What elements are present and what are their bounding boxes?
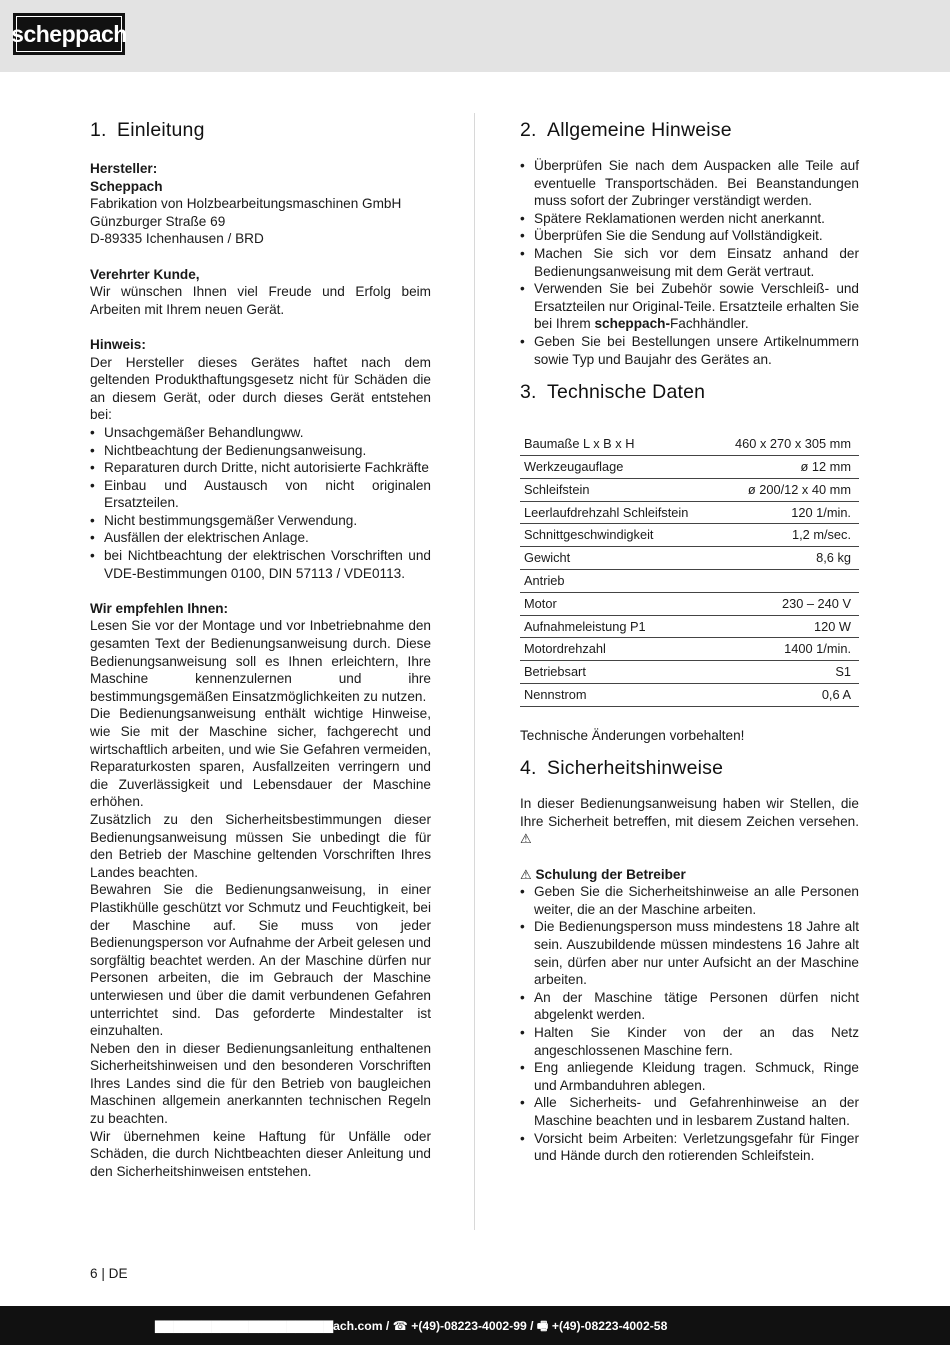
- list-item: • bei Nichtbeachtung der elektrischen Vorschriften und VDE-Bestimmungen 0100, DIN 57113 / VDE0113.: [90, 547, 431, 582]
- section-1-number: 1.: [90, 119, 107, 141]
- manufacturer-heading: Hersteller:: [90, 161, 158, 176]
- spec-label: Motor: [520, 592, 716, 615]
- section-3-heading: [520, 380, 859, 404]
- list-item: • Geben Sie die Sicherheitshinweise an alle Personen weiter, die an der Maschine arbeiten.: [520, 883, 859, 918]
- spec-label: Aufnahmeleistung P1: [520, 615, 716, 638]
- training-heading-text: Schulung der Betreiber: [535, 866, 686, 882]
- list-item: • Spätere Reklamationen werden nicht anerkannt.: [520, 210, 859, 228]
- section-4-number: 4.: [520, 757, 537, 780]
- spec-row: [520, 524, 859, 547]
- spec-label: Betriebsart: [520, 661, 716, 684]
- spec-row: [520, 433, 859, 455]
- spec-label: Werkzeugauflage: [520, 455, 716, 478]
- list-item: • Überprüfen Sie die Sendung auf Vollständigkeit.: [520, 227, 859, 245]
- training-heading: [520, 866, 859, 884]
- list-item: • Nicht bestimmungsgemäßer Verwendung.: [90, 512, 431, 530]
- manufacturer-line: D-89335 Ichenhausen / BRD: [90, 231, 264, 247]
- customer-text: Wir wünschen Ihnen viel Freude und Erfolg beim Arbeiten mit Ihrem neuen Gerät.: [90, 284, 431, 317]
- dealer-text: Fachhändler.: [670, 316, 749, 332]
- list-item: • Halten Sie Kinder von der an das Netz angeschlossenen Maschine fern.: [520, 1024, 859, 1059]
- spec-value: [716, 569, 859, 592]
- list-item: • An der Maschine tätige Personen dürfen nicht abgelenkt werden.: [520, 989, 859, 1024]
- spec-row: [520, 661, 859, 684]
- spec-value: 1,2 m/sec.: [716, 524, 859, 547]
- list-item: • Machen Sie sich vor dem Einsatz anhand der Bedienungsanweisung mit dem Gerät vertraut.: [520, 245, 859, 280]
- customer-heading: Verehrter Kunde,: [90, 266, 200, 282]
- recommend-paragraph: Die Bedienungsanweisung enthält wichtige Hinweise, wie Sie mit der Maschine sicher, fachgerecht und wirtschaftlich arbeiten, und wie Sie Gefahren vermeiden, Reparaturkosten sparen, Ausfallzeiten verringern und die Zuverlässigkeit und Lebensdauer der Maschine erhöhen.: [90, 706, 431, 810]
- general-list: [520, 157, 859, 368]
- section-3-number: 3.: [520, 381, 537, 404]
- notice-list: [90, 424, 431, 582]
- recommend-paragraph: Wir übernehmen keine Haftung für Unfälle oder Schäden, die durch Nichtbeachten dieser Anleitung und den Sicherheitshinweisen entstehen.: [90, 1128, 431, 1179]
- right-column: [520, 118, 859, 1165]
- manufacturer-line: Fabrikation von Holzbearbeitungsmaschinen GmbH: [90, 196, 402, 212]
- list-item: [520, 280, 859, 333]
- spec-value: 460 x 270 x 305 mm: [716, 433, 859, 455]
- spec-row: [520, 547, 859, 570]
- spec-value: 0,6 A: [716, 683, 859, 706]
- spec-value: 120 1/min.: [716, 501, 859, 524]
- recommend-paragraph: Neben den in dieser Bedienungsanleitung enthaltenen Sicherheitshinweisen und den besonderen Vorschriften Ihres Landes sind die für den Betrieb von baugleichen Maschinen allgemein anerkannten technischen Regeln zu beachten.: [90, 1040, 431, 1127]
- spec-label: Schnittgeschwindigkeit: [520, 524, 716, 547]
- spec-row: [520, 615, 859, 638]
- list-item: • Geben Sie bei Bestellungen unsere Artikelnummern sowie Typ und Baujahr des Gerätes an.: [520, 333, 859, 368]
- footer-bar: [0, 1306, 950, 1345]
- spec-value: 230 – 240 V: [716, 592, 859, 615]
- manufacturer-name: Scheppach: [90, 178, 163, 194]
- section-1-heading: [90, 118, 431, 142]
- recommend-heading: Wir empfehlen Ihnen:: [90, 600, 229, 616]
- list-item: • Alle Sicherheits- und Gefahrenhinweise an der Maschine beachten und in lesbarem Zustand halten.: [520, 1094, 859, 1129]
- section-2-number: 2.: [520, 119, 537, 141]
- column-divider: [474, 113, 475, 1230]
- accessory-text: Verwenden Sie bei Zubehör sowie Verschleiß- und Ersatzteilen nur Original-Teile. Ersatzteile erhalten Sie bei Ihrem: [534, 281, 859, 332]
- notice-heading: Hinweis:: [90, 336, 146, 352]
- recommend-paragraph: Lesen Sie vor der Montage und vor Inbetriebnahme den gesamten Text der Bedienungsanweisung durch. Diese Bedienungsanweisung soll es Ihnen erleichtern, Ihre Maschine kennenzulernen und ihre bestimmungsgemäßen Einsatzmöglichkeiten zu nutzen.: [90, 618, 431, 704]
- section-3-title: Technische Daten: [547, 381, 706, 404]
- notice-text: Der Hersteller dieses Gerätes haftet nach dem geltenden Produkthaftungsgesetz nicht für Schäden die an diesem Gerät, oder durch dieses Gerät entstehen bei:: [90, 354, 431, 423]
- spec-row: [520, 638, 859, 661]
- spec-value: 8,6 kg: [716, 547, 859, 570]
- spec-label: Schleifstein: [520, 478, 716, 501]
- spec-row: [520, 501, 859, 524]
- spec-row: [520, 592, 859, 615]
- spec-table: [520, 433, 859, 707]
- list-item: • Die Bedienungsperson muss mindestens 18 Jahre alt sein. Auszubildende müssen mindestens 16 Jahre alt sein, dürfen aber nur unter Aufsicht an der Maschine arbeiten.: [520, 918, 859, 988]
- dealer-brand: scheppach-: [594, 316, 670, 332]
- list-item: • Unsachgemäßer Behandlungww.: [90, 424, 431, 442]
- left-column: [90, 118, 431, 1180]
- spec-label: Gewicht: [520, 547, 716, 570]
- spec-value: 120 W: [716, 615, 859, 638]
- spec-row: [520, 569, 859, 592]
- list-item: • Ausfällen der elektrischen Anlage.: [90, 529, 431, 547]
- spec-row: [520, 683, 859, 706]
- spec-label: Nennstrom: [520, 683, 716, 706]
- spec-row: [520, 455, 859, 478]
- section-2-title: Allgemeine Hinweise: [547, 119, 732, 141]
- section-4-heading: [520, 756, 859, 780]
- warning-icon: ⚠: [520, 866, 532, 882]
- recommend-paragraph: Bewahren Sie die Bedienungsanweisung, in einer Plastikhülle geschützt vor Schmutz und Feuchtigkeit, bei der Maschine auf. Sie muss von jeder Bedienungsperson vor Aufnahme der Arbeit gelesen und sorgfältig beachtet werden. An der Maschine dürfen nur Personen arbeiten, die im Gebrauch der Maschine unterwiesen und über die damit verbundenen Gefahren unterrichtet sind. Das geforderte Mindestalter ist einzuhalten.: [90, 882, 431, 1039]
- section-4-title: Sicherheitshinweise: [547, 757, 724, 780]
- list-item: • Einbau und Austausch von nicht originalen Ersatzteilen.: [90, 477, 431, 512]
- spec-value: ø 12 mm: [716, 455, 859, 478]
- list-item: • Vorsicht beim Arbeiten: Verletzungsgefahr für Finger und Hände durch den rotierenden Schleifstein.: [520, 1130, 859, 1165]
- spec-row: [520, 478, 859, 501]
- section-1-title: Einleitung: [117, 119, 205, 141]
- spec-label: Baumaße L x B x H: [520, 433, 716, 455]
- brand-logo: scheppach: [13, 13, 125, 55]
- safety-intro: [520, 795, 859, 848]
- section-2-heading: [520, 118, 859, 142]
- footer-contact: ▇▇▇▇▇▇▇▇▇▇▇▇▇▇▇▇▇▇▇ach.com / ☎ +(49)-08223-4002-99 / 🖷 +(49)-08223-4002-58: [155, 1319, 668, 1333]
- spec-label: Motordrehzahl: [520, 638, 716, 661]
- training-list: [520, 883, 859, 1165]
- spec-table-body: [520, 433, 859, 706]
- page-number: 6 | DE: [90, 1266, 128, 1281]
- spec-label: Leerlaufdrehzahl Schleifstein: [520, 501, 716, 524]
- list-item: • Reparaturen durch Dritte, nicht autorisierte Fachkräfte: [90, 459, 431, 477]
- tech-note: Technische Änderungen vorbehalten!: [520, 727, 745, 743]
- spec-label: Antrieb: [520, 569, 716, 592]
- list-item: • Eng anliegende Kleidung tragen. Schmuck, Ringe und Armbanduhren ablegen.: [520, 1059, 859, 1094]
- spec-value: 1400 1/min.: [716, 638, 859, 661]
- spec-value: ø 200/12 x 40 mm: [716, 478, 859, 501]
- warning-icon: ⚠: [520, 831, 532, 847]
- list-item: • Nichtbeachtung der Bedienungsanweisung.: [90, 442, 431, 460]
- spec-value: S1: [716, 661, 859, 684]
- manufacturer-line: Günzburger Straße 69: [90, 213, 226, 229]
- page-header: [0, 0, 950, 72]
- recommend-paragraph: Zusätzlich zu den Sicherheitsbestimmungen dieser Bedienungsanweisung müssen Sie unbedingt die für den Betrieb der Maschine geltenden Vorschriften Ihres Landes beachten.: [90, 811, 431, 880]
- safety-intro-text: In dieser Bedienungsanweisung haben wir Stellen, die Ihre Sicherheit betreffen, mit diesem Zeichen versehen.: [520, 796, 859, 829]
- list-item: • Überprüfen Sie nach dem Auspacken alle Teile auf eventuelle Transportschäden. Bei Beanstandungen muss sofort der Zubringer verständigt werden.: [520, 157, 859, 210]
